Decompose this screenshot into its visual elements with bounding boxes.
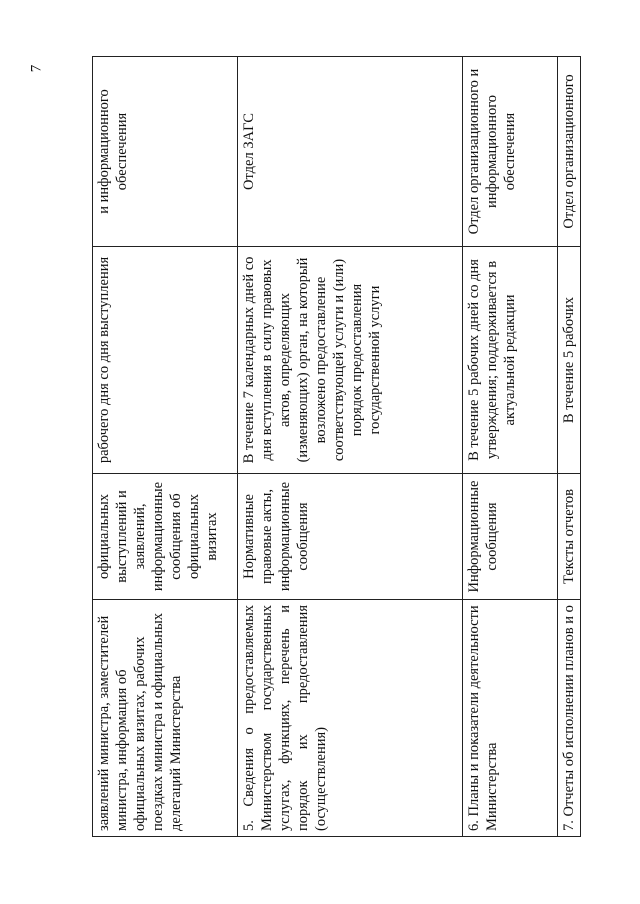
table-cell-responsible: Отдел организационного и информационного обеспечения [463,57,558,247]
table-cell-deadline: В течение 5 рабочих дней со дня утверждения; поддерживается в актуальной редакции [463,247,558,474]
table-cell-responsible: Отдел организационного [558,57,581,247]
page-number: 7 [28,64,45,73]
table-cell-info-type: 7. Отчеты об исполнении планов и о [558,600,581,837]
table-cell-info-type: заявлений министра, заместителей министра, информация об официальных визитах, рабочих поездках министра и официальных делегаций Министерства [93,600,238,837]
table-cell-responsible: Отдел ЗАГС [238,57,463,247]
table-cell-deadline: В течение 5 рабочих [558,247,581,474]
table-cell-responsible: и информационного обеспечения [93,57,238,247]
rotated-table-sheet [92,57,577,837]
table-row [93,57,238,837]
table-row [238,57,463,837]
table-cell-info-type: 5. Сведения о предоставляемых Министерством государственных услугах, функциях, перечень и порядок их предоставления (осуществления) [238,600,463,837]
table-cell-deadline: рабочего дня со дня выступления [93,247,238,474]
table-cell-form: официальных выступлений и заявлений, информационные сообщения об официальных визитах [93,474,238,600]
table-cell-deadline: В течение 7 календарных дней со дня вступления в силу правовых актов, определяющих (изменяющих) орган, на который возложено предоставление соответствующей услуги и (или) порядок предоставления государственной услуги [238,247,463,474]
table-cell-form: Нормативные правовые акты, информационные сообщения [238,474,463,600]
table-row [558,57,581,837]
information-table [92,56,581,837]
table-cell-form: Тексты отчетов [558,474,581,600]
table-cell-form: Информационные сообщения [463,474,558,600]
table-cell-info-type: 6. Планы и показатели деятельности Министерства [463,600,558,837]
table-row [463,57,558,837]
